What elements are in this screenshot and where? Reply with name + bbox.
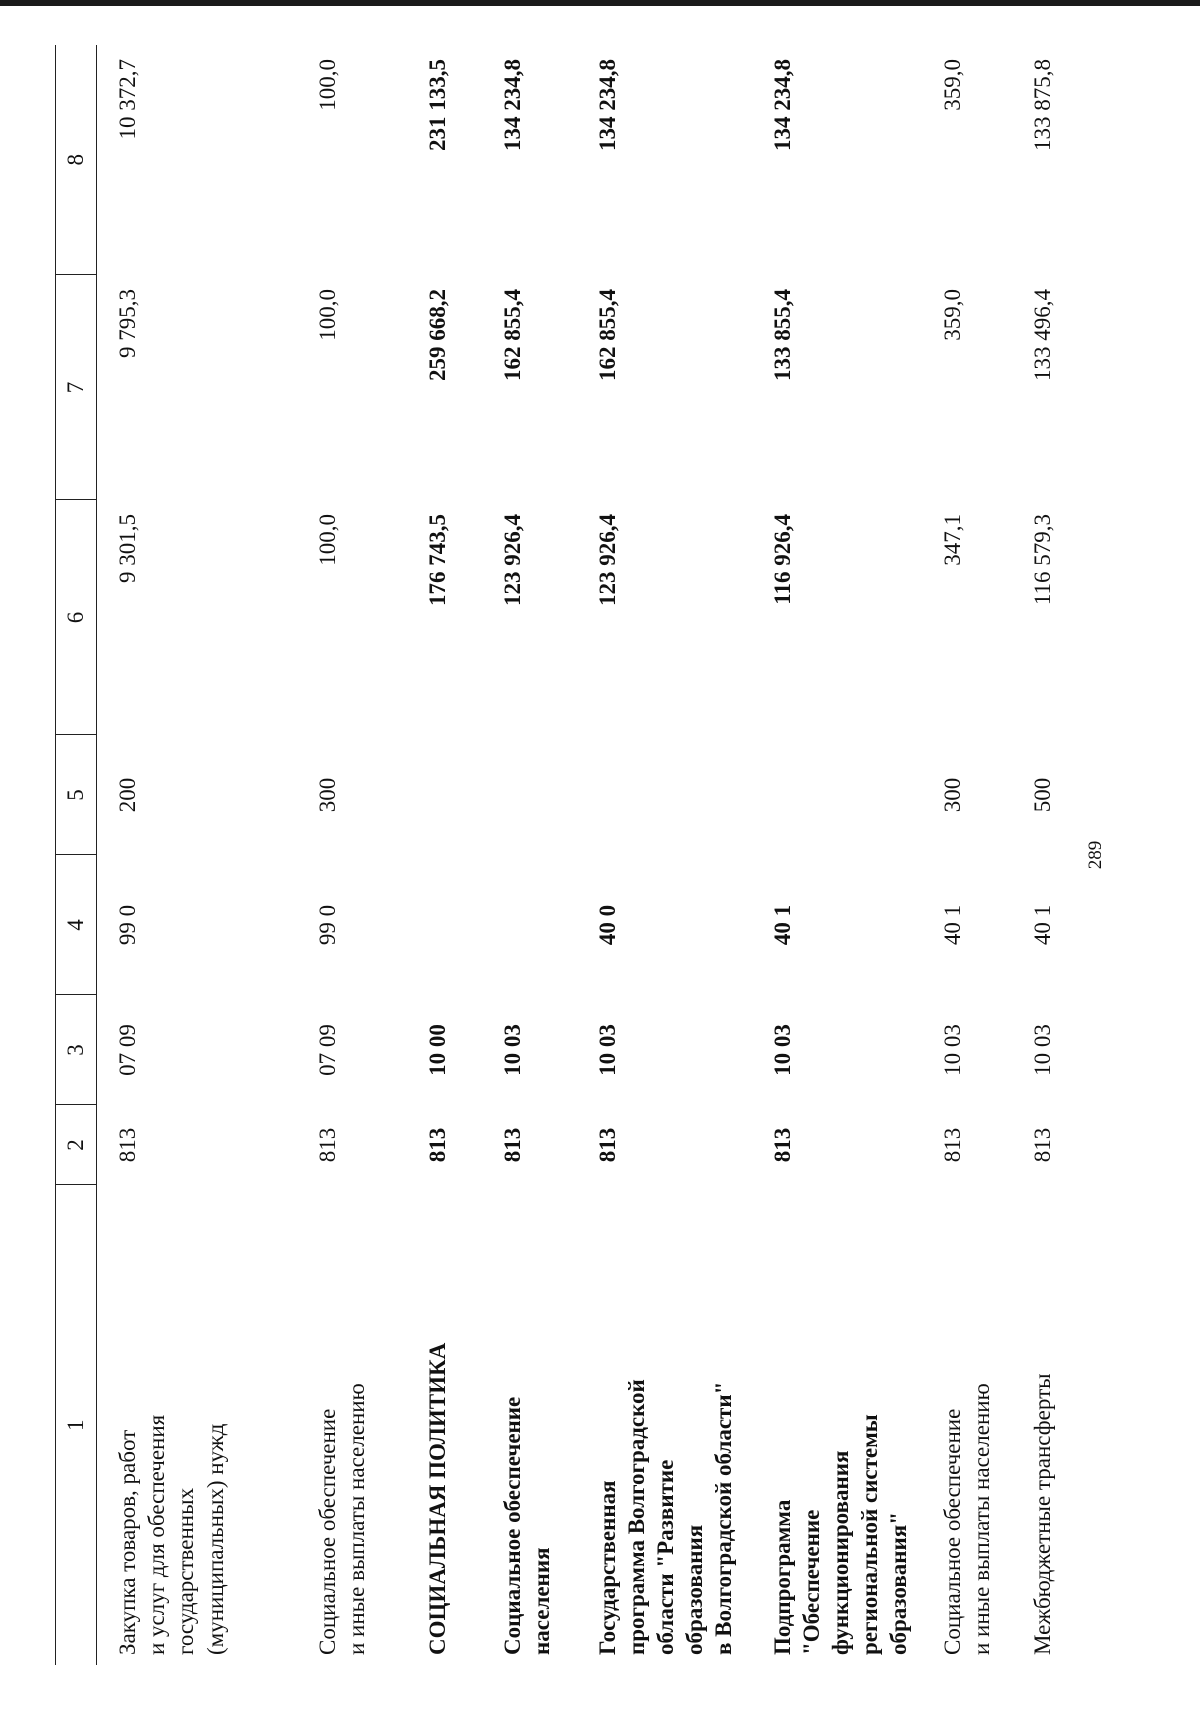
col4-program-cell: 40 1 [1029,904,1055,946]
col4-program-cell: 40 0 [594,904,620,946]
table-row [1012,45,1102,1665]
page-number: 289 [1085,840,1106,870]
col4-program-cell [407,855,482,995]
col8-amount-cell: 134 234,8 [499,59,525,151]
col5-type-cell [577,735,752,855]
table-row [407,45,482,1665]
table-row [297,45,407,1665]
col3-section-cell: 10 03 [594,1024,620,1076]
col-header-2: 2 [56,1105,97,1185]
col8-amount-cell: 134 234,8 [594,59,620,151]
col-header-8: 8 [56,45,97,275]
header-row [56,45,97,1665]
col8-amount-cell: 359,0 [939,59,965,111]
col8-amount-cell: 231 133,5 [424,59,450,151]
col4-program-cell: 99 0 [314,904,340,946]
col7-amount-cell: 133 496,4 [1029,289,1055,381]
col-header-4: 4 [56,855,97,995]
col3-section-cell: 10 00 [424,1024,450,1076]
col-header-5: 5 [56,735,97,855]
col6-amount-cell: 123 926,4 [594,514,620,606]
col4-program-cell: 99 0 [115,904,140,946]
col8-amount-cell: 134 234,8 [769,59,795,151]
row-name-cell: Государственная программа Волгоградской области "Развитие образования в Волгоградской области" [594,1379,737,1655]
col6-amount-cell: 116 926,4 [769,514,795,605]
col6-amount-cell: 116 579,3 [1029,514,1055,606]
col8-amount-cell: 10 372,7 [115,59,140,140]
col7-amount-cell: 162 855,4 [594,289,620,381]
table-row [922,45,1012,1665]
col5-type-cell [482,735,577,855]
col3-section-cell: 07 09 [115,1024,140,1076]
col3-section-cell: 07 09 [314,1024,340,1076]
row-name-cell: СОЦИАЛЬНАЯ ПОЛИТИКА [424,1342,450,1655]
col6-amount-cell: 100,0 [314,514,340,566]
col2-code-cell: 813 [769,1127,795,1163]
col-header-6: 6 [56,500,97,735]
col8-amount-cell: 133 875,8 [1029,59,1055,151]
col-header-3: 3 [56,995,97,1105]
col5-type-cell: 300 [314,777,340,813]
col3-section-cell: 10 03 [499,1024,525,1076]
col7-amount-cell: 133 855,4 [769,289,795,381]
col4-program-cell: 40 1 [939,904,965,946]
col-header-7: 7 [56,275,97,500]
col2-code-cell: 813 [314,1127,340,1163]
col6-amount-cell: 347,1 [939,514,965,566]
col7-amount-cell: 259 668,2 [424,289,450,381]
col5-type-cell [407,735,482,855]
row-name-cell: Закупка товаров, работ и услуг для обеспечения государственных (муниципальных) нужд [115,1414,228,1655]
col4-program-cell [482,855,577,995]
col7-amount-cell: 100,0 [314,289,340,341]
col2-code-cell: 813 [594,1127,620,1163]
table-row [752,45,922,1665]
row-name-cell: Социальное обеспечение и иные выплаты населению [314,1383,369,1655]
table-row [482,45,577,1665]
row-name-cell: Межбюджетные трансферты [1029,1373,1055,1655]
col5-type-cell: 300 [939,777,965,813]
col3-section-cell: 10 03 [769,1024,795,1076]
col6-amount-cell: 123 926,4 [499,514,525,606]
row-name-cell: Социальное обеспечение населения [499,1396,554,1655]
col5-type-cell: 500 [1029,777,1055,813]
col7-amount-cell: 162 855,4 [499,289,525,381]
col4-program-cell: 40 1 [769,904,795,946]
col2-code-cell: 813 [1029,1127,1055,1163]
col6-amount-cell: 176 743,5 [424,514,450,606]
col7-amount-cell: 9 795,3 [115,289,140,358]
col3-section-cell: 10 03 [1029,1024,1055,1076]
table-row [577,45,752,1665]
table-row [97,45,297,1665]
col2-code-cell: 813 [424,1127,450,1163]
row-name-cell: Подпрограмма "Обеспечение функционирования региональной системы образования" [769,1414,912,1655]
col2-code-cell: 813 [939,1127,965,1163]
budget-table [55,45,1102,1665]
col2-code-cell: 813 [499,1127,525,1163]
col8-amount-cell: 100,0 [314,59,340,111]
col-header-1: 1 [56,1185,97,1665]
col6-amount-cell: 9 301,5 [115,514,140,583]
col5-type-cell [752,735,922,855]
col7-amount-cell: 359,0 [939,289,965,341]
row-name-cell: Социальное обеспечение и иные выплаты населению [939,1383,994,1655]
col3-section-cell: 10 03 [939,1024,965,1076]
col2-code-cell: 813 [115,1127,140,1163]
col5-type-cell: 200 [115,777,140,813]
